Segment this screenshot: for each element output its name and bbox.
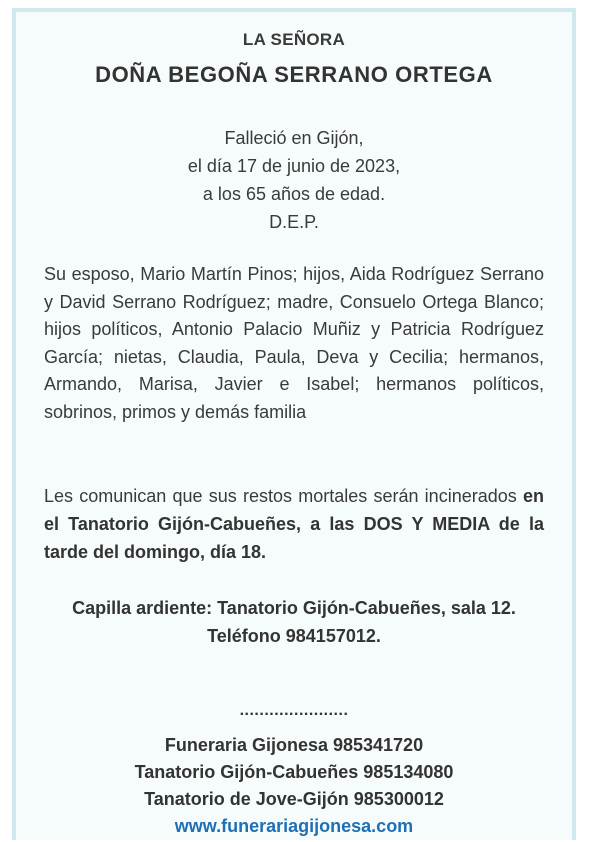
separator-dots: ...................... (239, 702, 349, 719)
chapel-location: Capilla ardiente: Tanatorio Gijón-Cabueñes, sala 12. (72, 598, 516, 618)
death-place: Falleció en Gijón, (224, 128, 364, 148)
chapel-info (44, 594, 544, 650)
death-date: el día 17 de junio de 2023, (187, 156, 401, 176)
death-details (44, 124, 544, 236)
obituary-frame (12, 8, 576, 840)
honorific-title: LA SEÑORA (242, 30, 346, 49)
contact-funeraria: Funeraria Gijonesa 985341720 (164, 735, 424, 755)
family-paragraph: Su esposo, Mario Martín Pinos; hijos, Aida Rodríguez Serrano y David Serrano Rodríguez; madre, Consuelo Ortega Blanco; hijos políticos, Antonio Palacio Muñiz y Patricia Rodríguez García; nietas, Claudia, Paula, Deva y Cecilia; hermanos, Armando, Marisa, Javier e Isabel; hermanos políticos, sobrinos, primos y demás familia (44, 264, 544, 422)
announcement-lead: Les comunican que sus restos mortales serán incinerados (44, 486, 517, 506)
announcement-location-time: en el Tanatorio Gijón-Cabueñes, a las DOS Y MEDIA de la tarde del domingo, día 18. (44, 486, 544, 562)
contact-tanatorio-cabuenes: Tanatorio Gijón-Cabueñes 985134080 (134, 762, 454, 782)
obituary-content (44, 12, 544, 840)
rip-text: D.E.P. (269, 212, 319, 232)
chapel-phone: Teléfono 984157012. (207, 626, 381, 646)
contacts-block (44, 732, 544, 813)
death-age: a los 65 años de edad. (202, 184, 386, 204)
website-link[interactable]: www.funerariagijonesa.com (174, 816, 414, 836)
announcement-paragraph (44, 482, 544, 566)
deceased-name: DOÑA BEGOÑA SERRANO ORTEGA (95, 62, 493, 87)
contact-tanatorio-jove: Tanatorio de Jove-Gijón 985300012 (144, 789, 444, 809)
